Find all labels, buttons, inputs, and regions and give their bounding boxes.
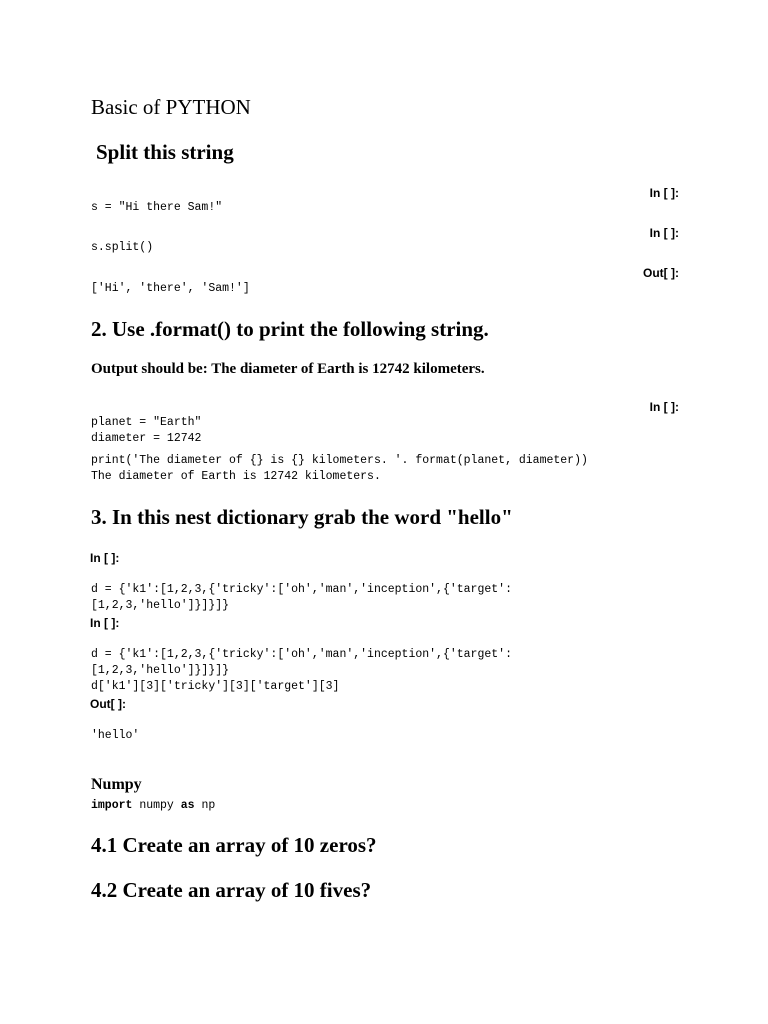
code-line: s.split() bbox=[91, 241, 154, 254]
code-line: print('The diameter of {} is {} kilometers. '. format(planet, diameter)) bbox=[91, 454, 588, 467]
code-line-import bbox=[91, 798, 215, 814]
keyword-as: as bbox=[180, 799, 195, 812]
code-line: planet = "Earth" bbox=[91, 416, 202, 429]
code-line: s = "Hi there Sam!" bbox=[91, 201, 223, 214]
output-prompt: Out[ ]: bbox=[643, 266, 679, 280]
code-line: diameter = 12742 bbox=[91, 432, 202, 445]
page-title: Basic of PYTHON bbox=[91, 95, 251, 119]
code-line: [1,2,3,'hello']}]}]} bbox=[91, 599, 230, 612]
section-heading-numpy: Numpy bbox=[91, 776, 142, 793]
section-heading-fives: 4.2 Create an array of 10 fives? bbox=[91, 878, 372, 902]
output-prompt: Out[ ]: bbox=[90, 697, 126, 711]
code-line: d = {'k1':[1,2,3,{'tricky':['oh','man','inception',{'target': bbox=[91, 648, 512, 661]
keyword-import: import bbox=[91, 799, 133, 812]
input-prompt: In [ ]: bbox=[90, 551, 120, 565]
section-description: Output should be: The diameter of Earth is 12742 kilometers. bbox=[91, 361, 485, 377]
module-alias: np bbox=[194, 799, 216, 812]
code-line: d = {'k1':[1,2,3,{'tricky':['oh','man','inception',{'target': bbox=[91, 583, 512, 596]
code-output: The diameter of Earth is 12742 kilometers. bbox=[91, 470, 381, 483]
input-prompt: In [ ]: bbox=[649, 226, 679, 240]
section-heading-format: 2. Use .format() to print the following string. bbox=[91, 317, 489, 341]
input-prompt: In [ ]: bbox=[649, 186, 679, 200]
section-heading-dictionary: 3. In this nest dictionary grab the word "hello" bbox=[91, 505, 513, 529]
code-line: [1,2,3,'hello']}]}]} bbox=[91, 664, 230, 677]
section-heading-zeros: 4.1 Create an array of 10 zeros? bbox=[91, 833, 377, 857]
input-prompt: In [ ]: bbox=[90, 616, 120, 630]
module-name: numpy bbox=[132, 799, 181, 812]
code-output: 'hello' bbox=[91, 729, 140, 742]
code-output: ['Hi', 'there', 'Sam!'] bbox=[91, 282, 250, 295]
input-prompt: In [ ]: bbox=[649, 400, 679, 414]
code-line: d['k1'][3]['tricky'][3]['target'][3] bbox=[91, 680, 340, 693]
section-heading-split: Split this string bbox=[96, 140, 234, 164]
